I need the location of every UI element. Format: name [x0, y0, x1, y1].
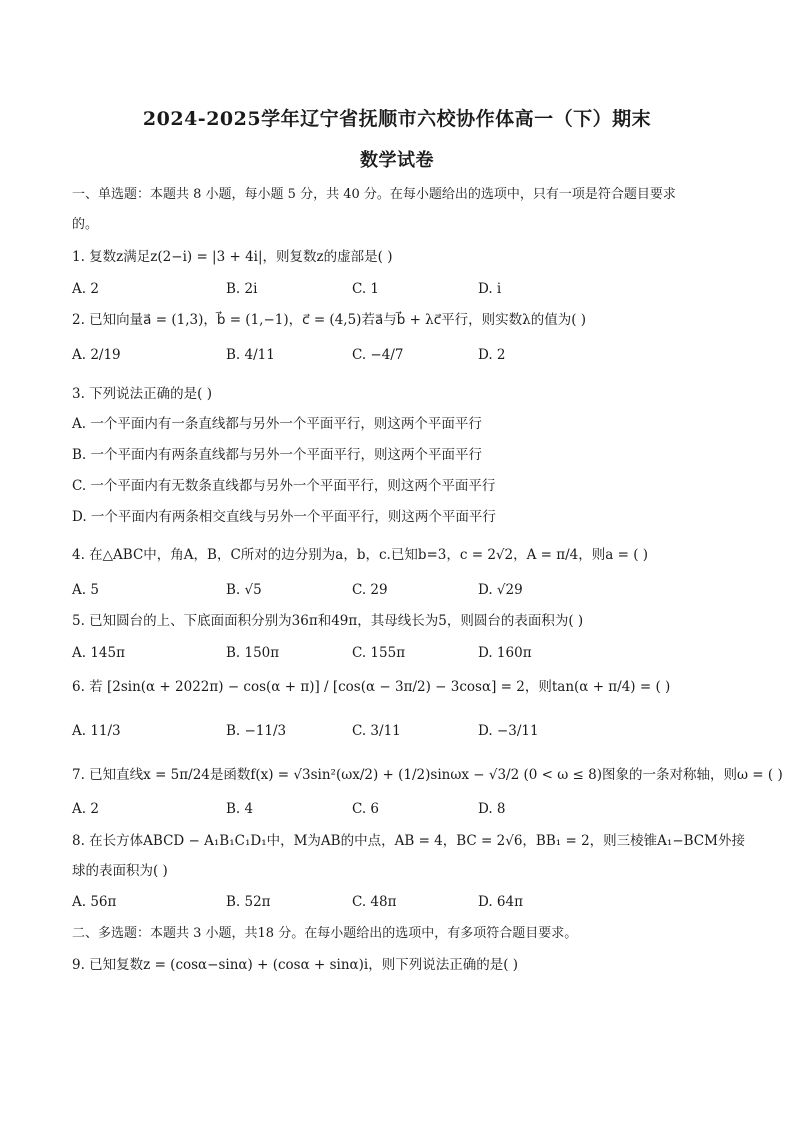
question-3-option-a: A. 一个平面内有一条直线都与另外一个平面平行，则这两个平面平行 [72, 416, 482, 432]
question-8-option-a: A. 56π [72, 894, 117, 910]
question-5-option-a: A. 145π [72, 645, 125, 661]
question-8-option-d: D. 64π [478, 894, 523, 910]
question-5-option-c: C. 155π [352, 645, 406, 661]
question-1-option-a: A. 2 [72, 281, 99, 297]
question-5-option-d: D. 160π [478, 645, 532, 661]
question-3-option-c: C. 一个平面内有无数条直线都与另外一个平面平行，则这两个平面平行 [72, 478, 496, 494]
section-heading-multi-choice: 二、多选题：本题共 3 小题，共18 分。在每小题给出的选项中，有多项符合题目要求。 [72, 926, 578, 941]
question-4-option-b: B. √5 [226, 582, 262, 598]
question-1-option-d: D. i [478, 281, 502, 297]
section-heading-single-choice: 一、单选题：本题共 8 小题，每小题 5 分，共 40 分。在每小题给出的选项中，只有一项是符合题目要求 [72, 187, 676, 202]
question-8-stem-cont: 球的表面积为( ) [72, 863, 168, 879]
question-3-option-b: B. 一个平面内有两条直线都与另外一个平面平行，则这两个平面平行 [72, 447, 483, 463]
question-7-option-c: C. 6 [352, 801, 380, 817]
question-3-stem: 3. 下列说法正确的是( ) [72, 386, 212, 402]
question-7-option-a: A. 2 [72, 801, 99, 817]
question-7-stem: 7. 已知直线x = 5π/24是函数f(x) = √3sin²(ωx/2) + (1/2)sinωx − √3/2 (0 < ω ≤ 8)图象的一条对称轴，则ω = ( ) [72, 767, 783, 783]
question-4-option-a: A. 5 [72, 582, 99, 598]
question-8-option-b: B. 52π [226, 894, 271, 910]
question-7-option-d: D. 8 [478, 801, 506, 817]
question-5-option-b: B. 150π [226, 645, 280, 661]
question-2-stem: 2. 已知向量a⃗ = (1,3)，b⃗ = (1,−1)，c⃗ = (4,5)若a⃗与b⃗ + λc⃗平行，则实数λ的值为( ) [72, 312, 587, 328]
question-8-option-c: C. 48π [352, 894, 397, 910]
question-1-stem: 1. 复数z满足z(2−i) = |3 + 4i|，则复数z的虚部是( ) [72, 249, 393, 265]
question-1-option-b: B. 2i [226, 281, 258, 297]
question-6-option-b: B. −11/3 [226, 723, 287, 739]
question-5-stem: 5. 已知圆台的上、下底面面积分别为36π和49π，其母线长为5，则圆台的表面积为( ) [72, 613, 584, 629]
question-6-option-c: C. 3/11 [352, 723, 401, 739]
question-8-stem: 8. 在长方体ABCD − A₁B₁C₁D₁中，M为AB的中点，AB = 4，BC = 2√6，BB₁ = 2，则三棱锥A₁−BCM外接 [72, 833, 745, 849]
question-2-option-c: C. −4/7 [352, 347, 404, 363]
question-2-option-d: D. 2 [478, 347, 506, 363]
question-6-option-d: D. −3/11 [478, 723, 539, 739]
question-9-stem: 9. 已知复数z = (cosα−sinα) + (cosα + sinα)i，则下列说法正确的是( ) [72, 957, 519, 973]
question-2-option-b: B. 4/11 [226, 347, 275, 363]
question-3-option-d: D. 一个平面内有两条相交直线与另外一个平面平行，则这两个平面平行 [72, 509, 496, 525]
question-6-stem: 6. 若 [2sin(α + 2022π) − cos(α + π)] / [cos(α − 3π/2) − 3cosα] = 2，则tan(α + π/4) = ( ) [72, 679, 671, 695]
section-heading-single-choice-cont: 的。 [72, 217, 99, 232]
question-7-option-b: B. 4 [226, 801, 254, 817]
question-1-option-c: C. 1 [352, 281, 380, 297]
question-4-option-d: D. √29 [478, 582, 523, 598]
page-title: 2024-2025学年辽宁省抚顺市六校协作体高一（下）期末 [142, 108, 652, 130]
page-subtitle: 数学试卷 [360, 150, 434, 171]
question-2-option-a: A. 2/19 [72, 347, 121, 363]
question-4-option-c: C. 29 [352, 582, 388, 598]
question-6-option-a: A. 11/3 [72, 723, 121, 739]
question-4-stem: 4. 在△ABC中，角A，B，C所对的边分别为a，b，c.已知b=3，c = 2√2，A = π/4，则a = ( ) [72, 547, 649, 563]
